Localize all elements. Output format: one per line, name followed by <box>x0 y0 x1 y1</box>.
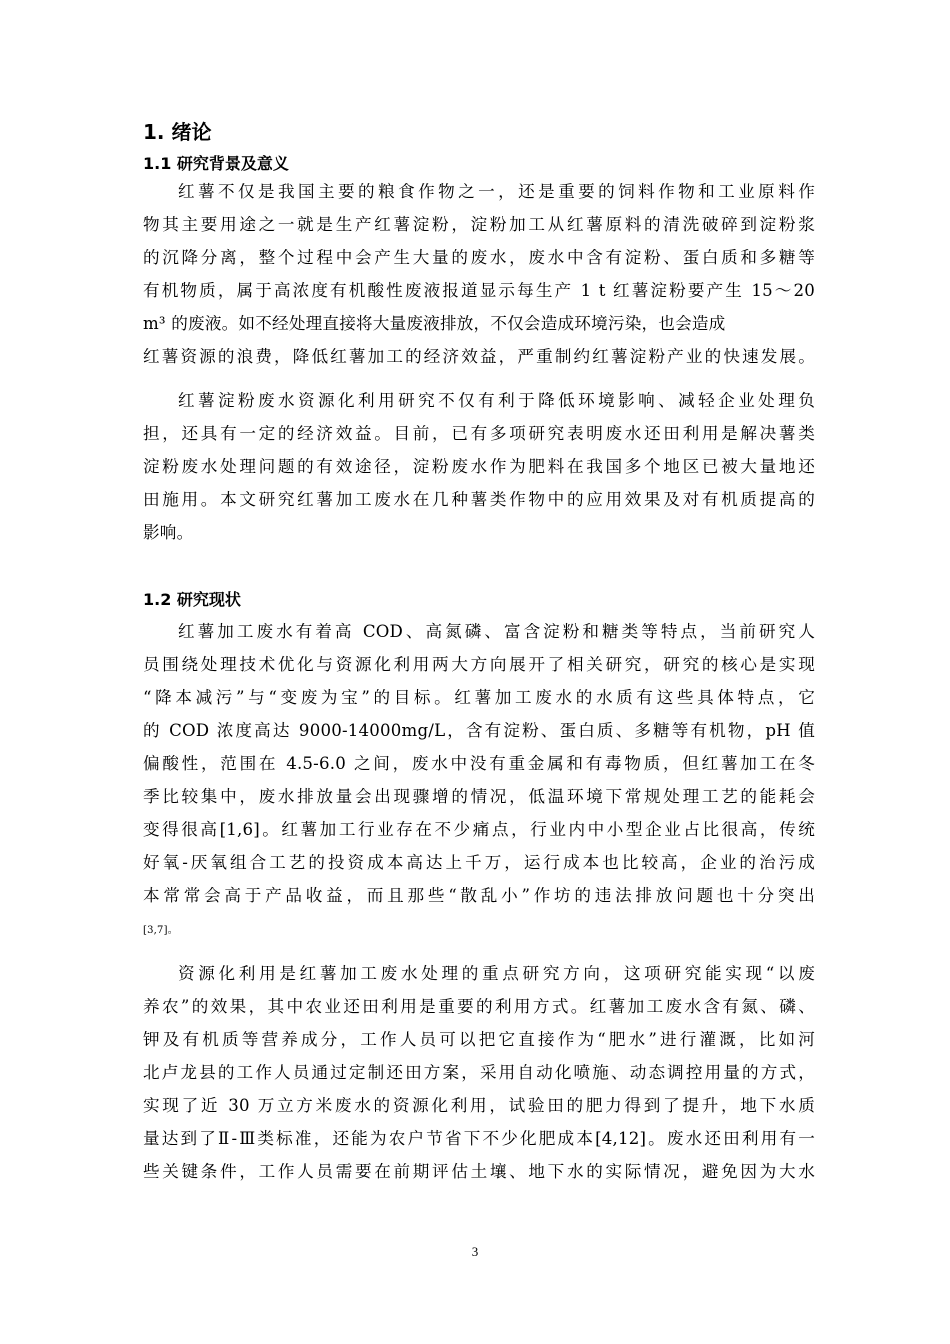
paragraph-line: 有机物质，属于高浓度有机酸性废液报道显示每生产 1 t 红薯淀粉要产生 15～20 <box>143 281 815 300</box>
section-heading-1-1: 1.1 研究背景及意义 <box>143 154 289 173</box>
paragraph-line: 偏酸性，范围在 4.5-6.0 之间，废水中没有重金属和有毒物质，但红薯加工在冬 <box>143 754 815 773</box>
paragraph-line: 钾及有机质等营养成分，工作人员可以把它直接作为“肥水”进行灌溉，比如河 <box>143 1030 815 1049</box>
paragraph-line: m³ 的废液。如不经处理直接将大量废液排放，不仅会造成环境污染，也会造成 <box>143 314 726 333</box>
paragraph-line: 些关键条件，工作人员需要在前期评估土壤、地下水的实际情况，避免因为大水 <box>143 1162 815 1181</box>
paragraph-line: 红薯加工废水有着高 COD、高氮磷、富含淀粉和糖类等特点，当前研究人 <box>178 622 815 641</box>
section-heading-1-2: 1.2 研究现状 <box>143 590 241 609</box>
paragraph-line: 实现了近 30 万立方米废水的资源化利用，试验田的肥力得到了提升，地下水质 <box>143 1096 815 1115</box>
paragraph-line: 红薯资源的浪费，降低红薯加工的经济效益，严重制约红薯淀粉产业的快速发展。 <box>143 347 815 366</box>
paragraph-line: 养农”的效果，其中农业还田利用是重要的利用方式。红薯加工废水含有氮、磷、 <box>143 997 815 1016</box>
paragraph-line: 本常常会高于产品收益，而且那些“散乱小”作坊的违法排放问题也十分突出 <box>143 886 815 905</box>
paragraph-line: 田施用。本文研究红薯加工废水在几种薯类作物中的应用效果及对有机质提高的 <box>143 490 815 509</box>
paragraph-line: 红薯不仅是我国主要的粮食作物之一，还是重要的饲料作物和工业原料作 <box>178 182 815 201</box>
paragraph-line: 好氧-厌氧组合工艺的投资成本高达上千万，运行成本也比较高，企业的治污成 <box>143 853 815 872</box>
paragraph-line: 担，还具有一定的经济效益。目前，已有多项研究表明废水还田利用是解决薯类 <box>143 424 815 443</box>
paragraph-line: 影响。 <box>143 523 194 542</box>
paragraph-line: 红薯淀粉废水资源化利用研究不仅有利于降低环境影响、减轻企业处理负 <box>178 391 815 410</box>
paragraph-line: 量达到了Ⅱ-Ⅲ类标准，还能为农户节省下不少化肥成本[4,12]。废水还田利用有一 <box>143 1129 815 1148</box>
paragraph-line: 的 COD 浓度高达 9000-14000mg/L，含有淀粉、蛋白质、多糖等有机物，pH 值 <box>143 721 815 740</box>
paragraph-line: 资源化利用是红薯加工废水处理的重点研究方向，这项研究能实现“以废 <box>178 964 815 983</box>
paragraph-line: 物其主要用途之一就是生产红薯淀粉，淀粉加工从红薯原料的清洗破碎到淀粉浆 <box>143 215 815 234</box>
paragraph-line: 北卢龙县的工作人员通过定制还田方案，采用自动化喷施、动态调控用量的方式， <box>143 1063 815 1082</box>
citation-line: [3,7]。 <box>143 925 178 936</box>
paragraph-line: 变得很高[1,6]。红薯加工行业存在不少痛点，行业内中小型企业占比很高，传统 <box>143 820 815 839</box>
paragraph-line: 员围绕处理技术优化与资源化利用两大方向展开了相关研究，研究的核心是实现 <box>143 655 815 674</box>
paragraph-line: 季比较集中，废水排放量会出现骤增的情况，低温环境下常规处理工艺的能耗会 <box>143 787 815 806</box>
paragraph-line: “降本减污”与“变废为宝”的目标。红薯加工废水的水质有这些具体特点，它 <box>143 688 815 707</box>
chapter-heading: 1. 绪论 <box>143 120 212 144</box>
paragraph-line: 的沉降分离，整个过程中会产生大量的废水，废水中含有淀粉、蛋白质和多糖等 <box>143 248 815 267</box>
paragraph-line: 淀粉废水处理问题的有效途径，淀粉废水作为肥料在我国多个地区已被大量地还 <box>143 457 815 476</box>
page-number: 3 <box>471 1244 479 1259</box>
